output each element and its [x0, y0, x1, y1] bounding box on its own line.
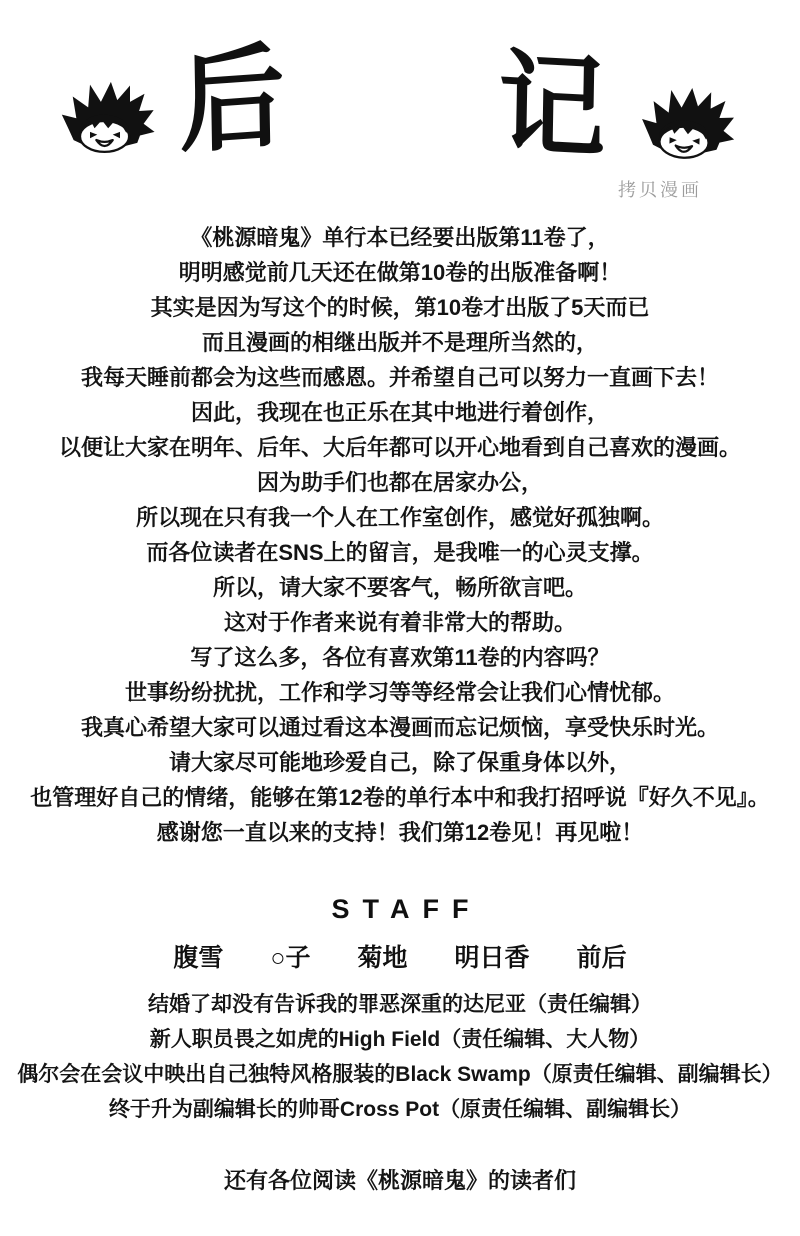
staff-credits [0, 987, 800, 1127]
closing-line: 还有各位阅读《桃源暗鬼》的读者们 [223, 1168, 576, 1193]
chibi-face-icon [639, 82, 742, 171]
afterword-line: 请大家尽可能地珍爱自己，除了保重身体以外， [168, 750, 631, 775]
afterword-line: 《桃源暗鬼》单行本已经要出版第11卷了， [190, 225, 610, 250]
afterword-line: 其实是因为写这个的时候，第10卷才出版了5天而已 [150, 295, 650, 320]
afterword-line: 所以现在只有我一个人在工作室创作，感觉好孤独啊。 [135, 505, 664, 530]
staff-credit-line: 新人职员畏之如虎的High Field（责任编辑、大人物） [149, 1028, 651, 1051]
afterword-line: 也管理好自己的情绪，能够在第12卷的单行本中和我打招呼说『好久不见』。 [30, 785, 770, 810]
staff-credit-line: 结婚了却没有告诉我的罪恶深重的达尼亚（责任编辑） [148, 993, 652, 1016]
afterword-line: 因此，我现在也正乐在其中地进行着创作， [190, 400, 609, 425]
staff-credit-line: 终于升为副编辑长的帅哥Cross Pot（原责任编辑、副编辑长） [108, 1098, 692, 1121]
afterword-line: 我每天睡前都会为这些而感恩。并希望自己可以努力一直画下去！ [80, 365, 719, 390]
staff-credit-line: 偶尔会在会议中映出自己独特风格服装的Black Swamp（原责任编辑、副编辑长） [17, 1063, 783, 1086]
staff-name: 菊地 [357, 944, 408, 972]
afterword-line: 因为助手们也都在居家办公， [256, 470, 543, 495]
afterword-line: 感谢您一直以来的支持！我们第12卷见！再见啦！ [156, 820, 644, 845]
afterword-line: 以便让大家在明年、后年、大后年都可以开心地看到自己喜欢的漫画。 [58, 435, 741, 460]
staff-name: 前后 [576, 944, 627, 972]
staff-name: 腹雪 [173, 944, 224, 972]
staff-heading: STAFF [331, 894, 482, 924]
title-char-ji: 记 [496, 39, 608, 172]
watermark-text: 拷贝漫画 [618, 180, 702, 200]
afterword-line: 明明感觉前几天还在做第10卷的出版准备啊！ [178, 260, 622, 285]
afterword-line: 而且漫画的相继出版并不是理所当然的， [201, 330, 598, 355]
title-char-hou: 后 [178, 32, 286, 167]
afterword-line: 我真心希望大家可以通过看这本漫画而忘记烦恼，享受快乐时光。 [80, 715, 719, 740]
chibi-face-icon [60, 78, 160, 164]
staff-names-row [0, 938, 800, 974]
afterword-line: 这对于作者来说有着非常大的帮助。 [223, 610, 576, 635]
afterword-body [0, 220, 800, 850]
afterword-line: 所以，请大家不要客气，畅所欲言吧。 [212, 575, 587, 600]
afterword-line: 世事纷纷扰扰，工作和学习等等经常会让我们心情忧郁。 [124, 680, 675, 705]
staff-name: 明日香 [454, 944, 530, 972]
afterword-line: 而各位读者在SNS上的留言，是我唯一的心灵支撑。 [146, 540, 654, 565]
staff-name: ○子 [270, 944, 311, 972]
afterword-line: 写了这么多，各位有喜欢第11卷的内容吗？ [190, 645, 610, 670]
